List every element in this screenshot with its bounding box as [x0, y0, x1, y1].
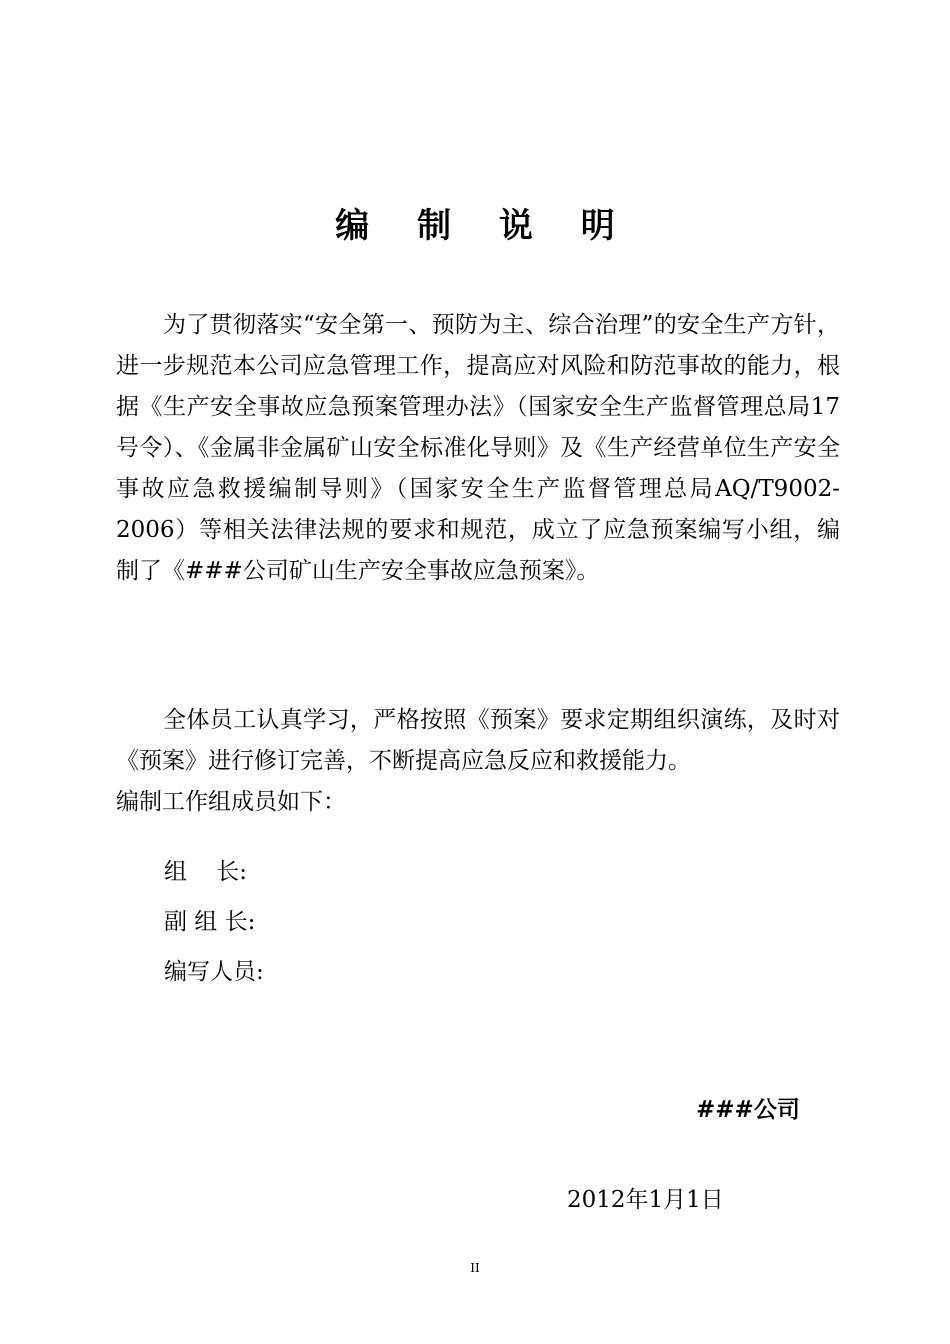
member-leader-label: 组 长: — [164, 859, 247, 885]
body-paragraph-1 — [116, 305, 840, 592]
document-date: 2012年1月1日 — [567, 1187, 724, 1213]
members-intro: 编制工作组成员如下： — [116, 789, 346, 815]
body-paragraph-2 — [116, 700, 840, 823]
paragraph-text: 为了贯彻落实“安全第一、预防为主、综合治理”的安全生产方针，进一步规范本公司应急管理工作，提高应对风险和防范事故的能力，根据《生产安全事故应急预案管理办法》（国家安全生产监督管理总局17号令）、《金属非金属矿山安全标准化导则》及《生产经营单位生产安全事故应急救援编制导则》（国家安全生产监督管理总局AQ/T9002-2006）等相关法律法规的要求和规范，成立了应急预案编写小组，编制了《###公司矿山生产安全事故应急预案》。 — [116, 312, 840, 584]
page-number: II — [470, 1261, 480, 1275]
company-signature: ###公司 — [696, 1097, 800, 1123]
member-deputy-leader-label: 副 组 长: — [164, 909, 256, 935]
paragraph-text: 全体员工认真学习，严格按照《预案》要求定期组织演练，及时对《预案》进行修订完善，不断提高应急反应和救援能力。 — [116, 707, 840, 774]
member-writers-label: 编写人员: — [164, 959, 264, 985]
page-title: 编 制 说 明 — [335, 206, 633, 246]
